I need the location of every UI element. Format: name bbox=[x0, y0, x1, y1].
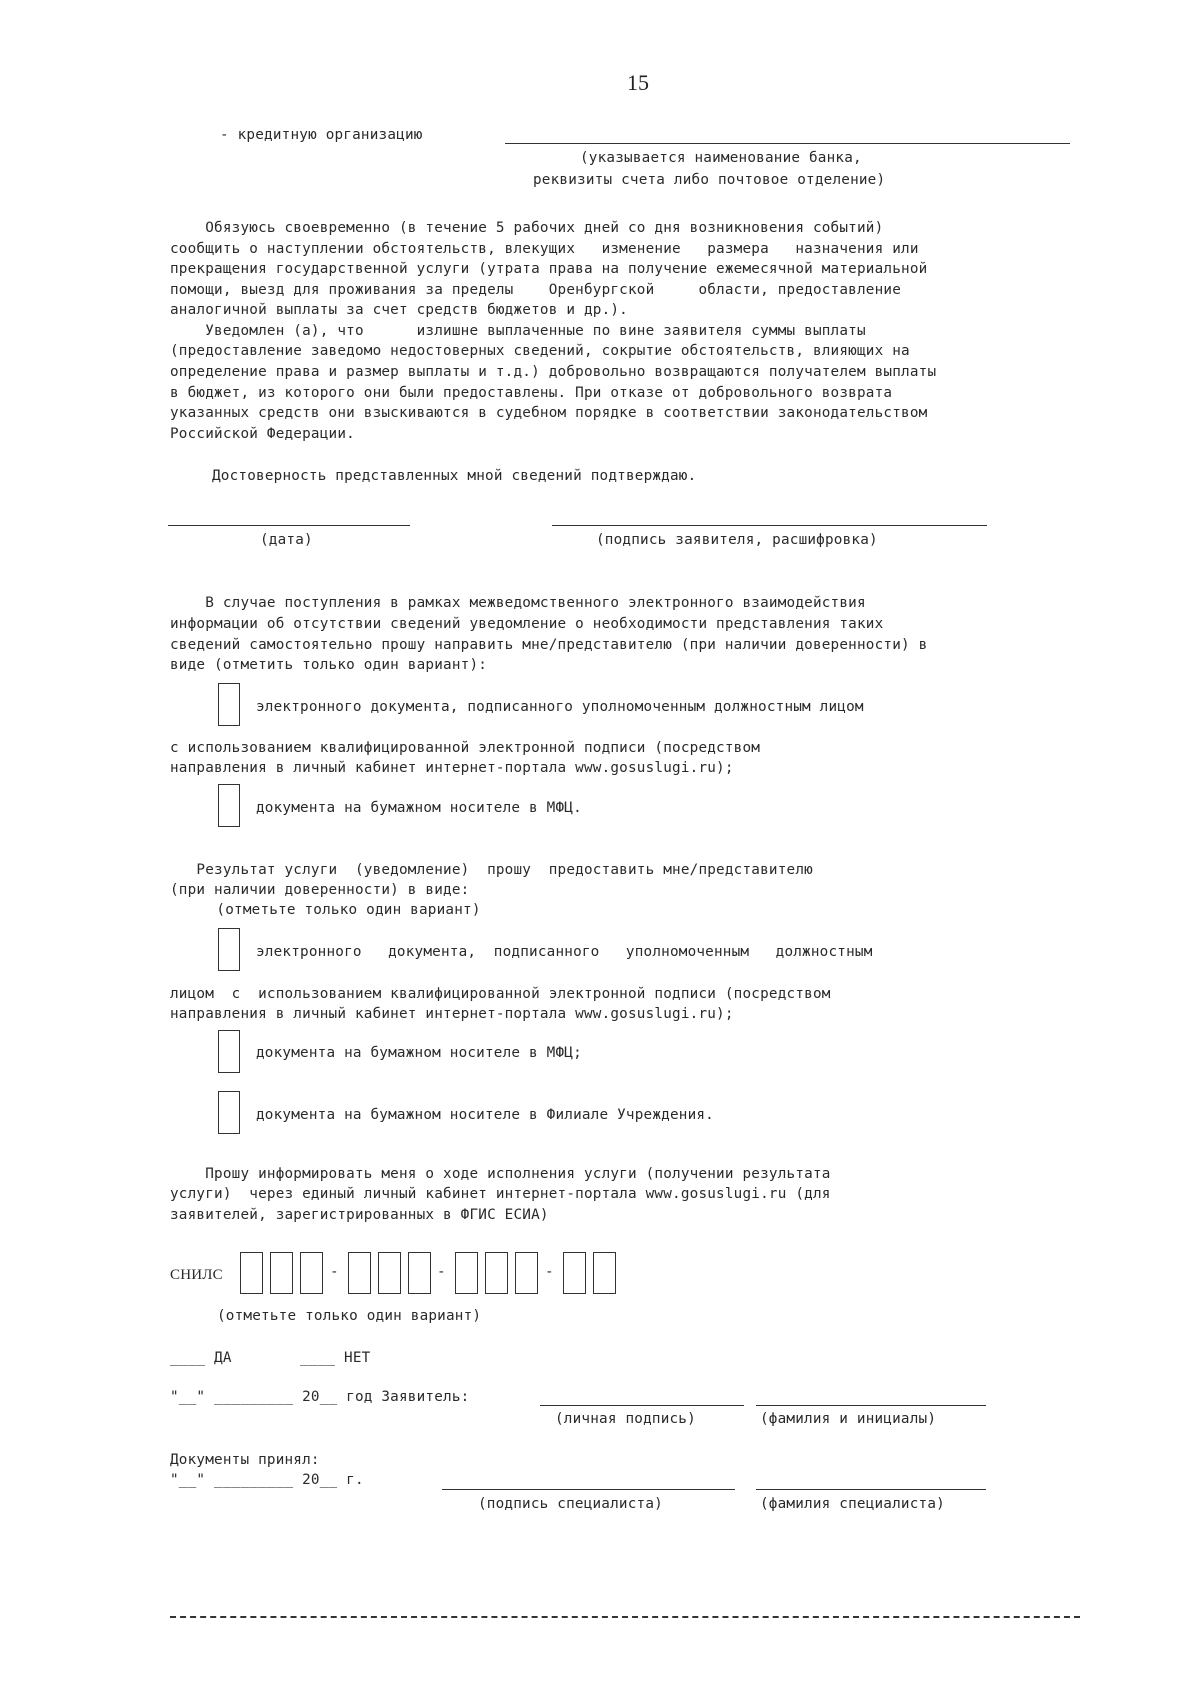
result-line-2: (при наличии доверенности) в виде: bbox=[170, 882, 470, 898]
snils-note: (отметьте только один вариант) bbox=[217, 1308, 482, 1324]
applicant-name-line[interactable] bbox=[756, 1405, 986, 1406]
interagency-line-3: сведений самостоятельно прошу направить мне/представителю (при наличии доверенности) в bbox=[170, 637, 928, 653]
snils-digit-box[interactable] bbox=[348, 1252, 371, 1294]
interagency-option-electronic-cont-1: с использованием квалифицированной электронной подписи (посредством bbox=[170, 740, 761, 756]
page-number: 15 bbox=[627, 70, 649, 95]
interagency-option-electronic-cont-2: направления в личный кабинет интернет-портала www.gosuslugi.ru); bbox=[170, 760, 734, 776]
credit-org-label: - кредитную организацию bbox=[220, 127, 423, 143]
accepted-name-label: (фамилия специалиста) bbox=[760, 1496, 945, 1512]
notice-line-4: в бюджет, из которого они были предоставлены. При отказе от добровольного возврата bbox=[170, 385, 893, 401]
snils-digit-box[interactable] bbox=[378, 1252, 401, 1294]
snils-digit-box[interactable] bbox=[240, 1252, 263, 1294]
interagency-electronic-checkbox[interactable] bbox=[218, 683, 240, 726]
result-electronic-checkbox[interactable] bbox=[218, 928, 240, 971]
obligation-line-4: помощи, выезд для проживания за пределы Оренбургской области, предоставление bbox=[170, 282, 902, 298]
snils-digit-box[interactable] bbox=[593, 1252, 616, 1294]
result-option-electronic: электронного документа, подписанного уполномоченным должностным bbox=[256, 944, 873, 960]
notice-line-2: (предоставление заведомо недостоверных сведений, сокрытие обстоятельств, влияющих на bbox=[170, 343, 910, 359]
notice-line-1: Уведомлен (а), что излишне выплаченные по вине заявителя суммы выплаты bbox=[170, 323, 866, 339]
result-option-paper-branch: документа на бумажном носителе в Филиале Учреждения. bbox=[256, 1107, 714, 1123]
snils-digit-box[interactable] bbox=[563, 1252, 586, 1294]
obligation-line-2: сообщить о наступлении обстоятельств, влекущих изменение размера назначения или bbox=[170, 241, 919, 257]
inform-line-1: Прошу информировать меня о ходе исполнения услуги (получении результата bbox=[170, 1166, 831, 1182]
obligation-line-1: Обязуюсь своевременно (в течение 5 рабочих дней со дня возникновения событий) bbox=[170, 220, 884, 236]
applicant-signature-line[interactable] bbox=[540, 1405, 744, 1406]
result-option-electronic-cont-1: лицом с использованием квалифицированной электронной подписи (посредством bbox=[170, 986, 831, 1002]
accepted-title: Документы принял: bbox=[170, 1452, 320, 1468]
notice-line-5: указанных средств они взыскиваются в судебном порядке в соответствии законодательством bbox=[170, 405, 928, 421]
result-option-paper-mfc: документа на бумажном носителе в МФЦ; bbox=[256, 1045, 582, 1061]
credit-org-hint-2: реквизиты счета либо почтовое отделение) bbox=[533, 172, 886, 188]
result-line-1: Результат услуги (уведомление) прошу предоставить мне/представителю bbox=[170, 862, 813, 878]
snils-separator: - bbox=[330, 1264, 339, 1280]
cut-line-divider bbox=[170, 1616, 1080, 1618]
signature-label: (подпись заявителя, расшифровка) bbox=[596, 532, 878, 548]
no-option[interactable]: ____ НЕТ bbox=[300, 1350, 371, 1366]
snils-digit-box[interactable] bbox=[408, 1252, 431, 1294]
notice-line-3: определение права и размер выплаты и т.д.) добровольно возвращаются получателем выплаты bbox=[170, 364, 937, 380]
confirm-text: Достоверность представленных мной сведений подтверждаю. bbox=[212, 468, 697, 484]
yes-option[interactable]: ____ ДА bbox=[170, 1350, 232, 1366]
date-field-line[interactable] bbox=[168, 525, 410, 526]
snils-separator: - bbox=[437, 1264, 446, 1280]
snils-digit-box[interactable] bbox=[485, 1252, 508, 1294]
notice-line-6: Российской Федерации. bbox=[170, 426, 355, 442]
snils-digit-box[interactable] bbox=[300, 1252, 323, 1294]
obligation-line-5: аналогичной выплаты за счет средств бюджетов и др.). bbox=[170, 302, 628, 318]
snils-label: СНИЛС bbox=[170, 1267, 223, 1283]
interagency-paper-mfc-checkbox[interactable] bbox=[218, 784, 240, 827]
snils-separator: - bbox=[545, 1264, 554, 1280]
inform-line-3: заявителей, зарегистрированных в ФГИС ЕСИА) bbox=[170, 1207, 549, 1223]
credit-org-field-line[interactable] bbox=[505, 143, 1070, 144]
applicant-sign-label: (личная подпись) bbox=[555, 1411, 696, 1427]
inform-line-2: услуги) через единый личный кабинет интернет-портала www.gosuslugi.ru (для bbox=[170, 1186, 831, 1202]
obligation-line-3: прекращения государственной услуги (утрата права на получение ежемесячной материальной bbox=[170, 261, 928, 277]
interagency-option-electronic: электронного документа, подписанного уполномоченным должностным лицом bbox=[256, 699, 864, 715]
snils-digit-box[interactable] bbox=[455, 1252, 478, 1294]
interagency-option-paper-mfc: документа на бумажном носителе в МФЦ. bbox=[256, 800, 582, 816]
accepted-sign-label: (подпись специалиста) bbox=[478, 1496, 663, 1512]
interagency-line-1: В случае поступления в рамках межведомственного электронного взаимодействия bbox=[170, 595, 866, 611]
snils-digit-box[interactable] bbox=[270, 1252, 293, 1294]
credit-org-hint-1: (указывается наименование банка, bbox=[580, 150, 862, 166]
result-paper-branch-checkbox[interactable] bbox=[218, 1091, 240, 1134]
snils-digit-box[interactable] bbox=[515, 1252, 538, 1294]
interagency-line-2: информации об отсутствии сведений уведомление о необходимости представления таких bbox=[170, 616, 884, 632]
applicant-date-line: "__" _________ 20__ год Заявитель: bbox=[170, 1389, 470, 1405]
applicant-name-label: (фамилия и инициалы) bbox=[760, 1411, 937, 1427]
accepted-date-line: "__" _________ 20__ г. bbox=[170, 1472, 364, 1488]
accepted-name-line[interactable] bbox=[756, 1489, 986, 1490]
accepted-signature-line[interactable] bbox=[442, 1489, 735, 1490]
signature-field-line[interactable] bbox=[552, 525, 987, 526]
date-label: (дата) bbox=[260, 532, 313, 548]
result-option-electronic-cont-2: направления в личный кабинет интернет-портала www.gosuslugi.ru); bbox=[170, 1006, 734, 1022]
result-line-3: (отметьте только один вариант) bbox=[190, 902, 481, 918]
interagency-line-4: виде (отметить только один вариант): bbox=[170, 657, 488, 673]
result-paper-mfc-checkbox[interactable] bbox=[218, 1030, 240, 1073]
